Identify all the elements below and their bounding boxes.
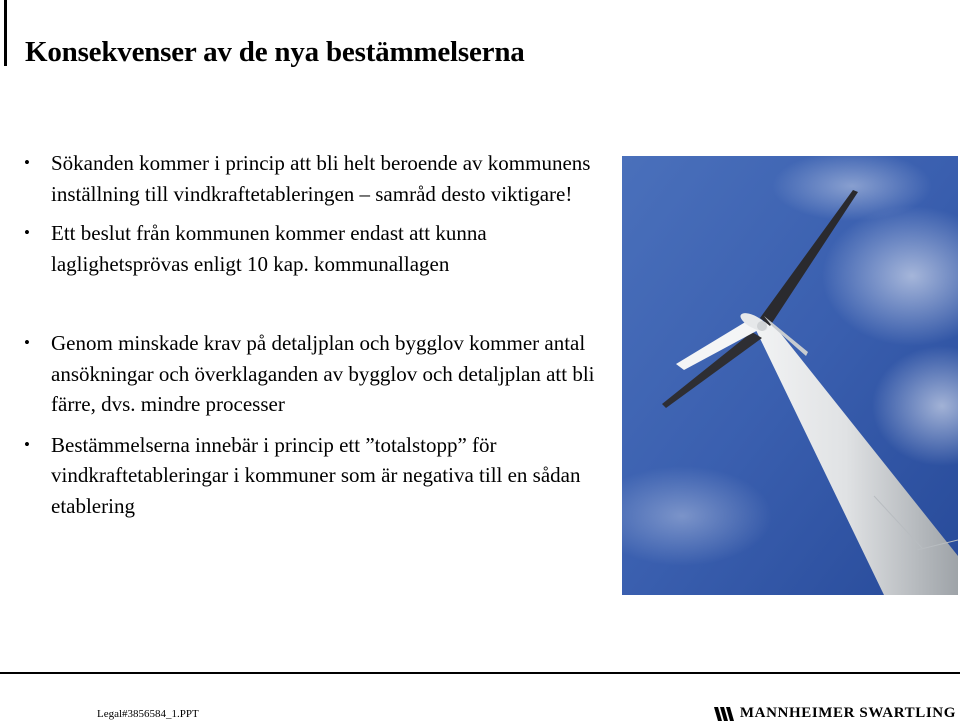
left-accent-rule: [4, 0, 7, 66]
bullet-item: • Ett beslut från kommunen kommer endast att kunna laglighetsprövas enligt 10 kap. kommunallagen: [0, 218, 610, 279]
bullet-item: • Sökanden kommer i princip att bli helt beroende av kommunens inställning till vindkraftetableringen – samråd desto viktigare!: [0, 148, 610, 209]
document-code: Legal#3856584_1.PPT: [97, 708, 199, 720]
slide-title: Konsekvenser av de nya bestämmelserna: [25, 36, 525, 68]
brand-mark-icon: [714, 707, 734, 721]
brand-name: MANNHEIMER SWARTLING: [739, 705, 956, 721]
bullet-list: [0, 148, 610, 521]
footer-rule: [0, 672, 960, 674]
wind-turbine-photo: [622, 156, 958, 595]
bullet-item: • Bestämmelserna innebär i princip ett ”totalstopp” för vindkraftetableringar i kommuner som är negativa till en sådan etablering: [0, 430, 610, 522]
brand-logo: [714, 705, 956, 722]
bullet-item: • Genom minskade krav på detaljplan och bygglov kommer antal ansökningar och överklaganden av bygglov och detaljplan att bli färre, dvs. mindre processer: [0, 328, 610, 420]
wind-turbine-illustration: [622, 156, 958, 595]
